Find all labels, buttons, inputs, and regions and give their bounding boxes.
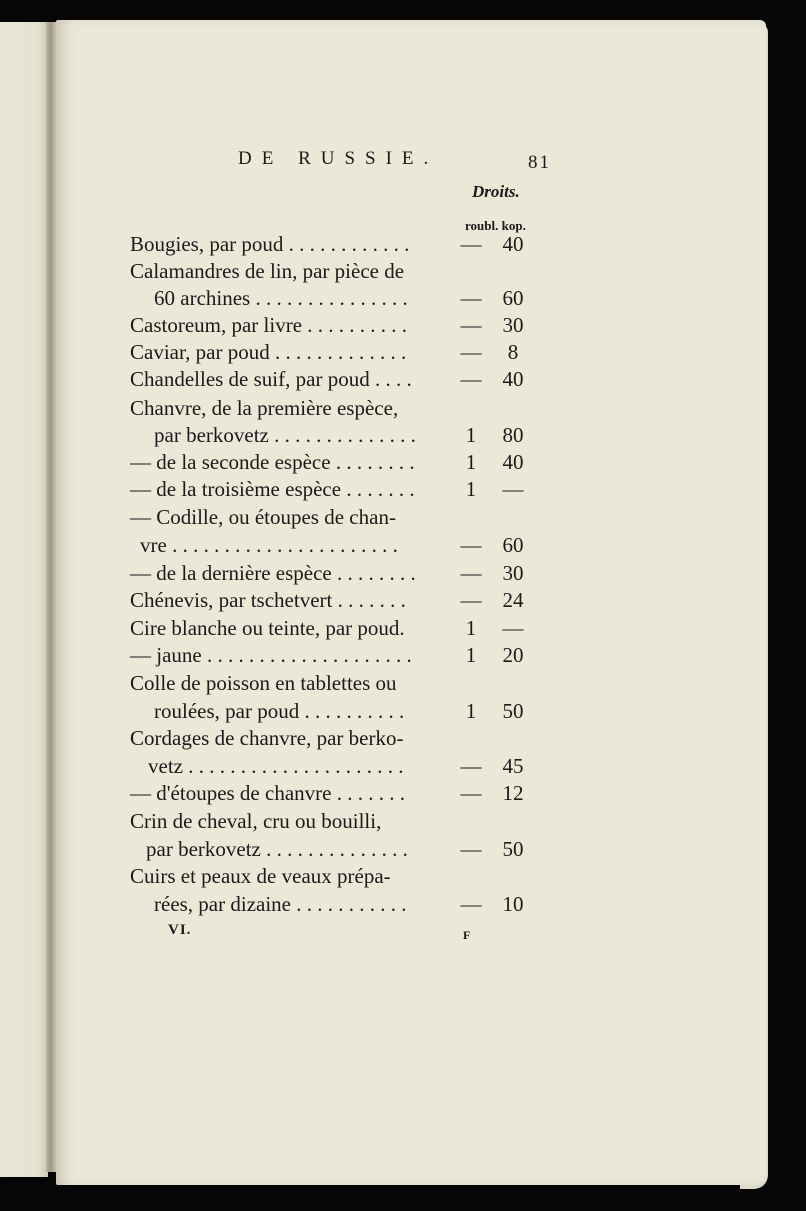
signature-mark: VI. [168,922,192,938]
list-item [130,752,556,780]
list-item [130,503,556,531]
item-description: vetz . . . . . . . . . . . . . . . . . . . . . [148,754,404,778]
kopecks-value: 24 [502,588,524,612]
list-item [130,697,556,725]
list-item [130,531,556,559]
list-item [130,641,556,669]
running-head: DE RUSSIE. [238,148,439,169]
item-description: — jaune . . . . . . . . . . . . . . . . . . . . [130,643,412,667]
item-description: rées, par dizaine . . . . . . . . . . . [154,892,407,916]
kopecks-value: 30 [502,561,524,585]
item-description: Calamandres de lin, par pièce de [130,259,405,283]
item-description: Chanvre, de la première espèce, [130,396,399,420]
roubles-value: — [460,232,482,256]
kopecks-value: 50 [502,699,524,723]
kopecks-value: 8 [507,340,519,364]
list-item [130,586,556,614]
left-page-edge [0,22,48,1177]
roubles-value: 1 [465,423,477,447]
units-column-heading: roubl. kop. [465,218,526,233]
kopecks-value: 40 [502,367,524,391]
kopecks-value: 40 [502,232,524,256]
kopecks-value: — [502,477,524,501]
roubles-value: — [460,340,482,364]
list-item [130,559,556,587]
list-item [130,421,556,449]
kopecks-value: 12 [502,781,524,805]
roubles-value: — [460,286,482,310]
item-description: par berkovetz . . . . . . . . . . . . . . [154,423,416,447]
kopecks-value: 30 [502,313,524,337]
roubles-value: — [460,754,482,778]
roubles-value: 1 [465,616,477,640]
item-description: Cordages de chanvre, par berko- [130,726,404,750]
list-item [130,311,556,339]
kopecks-value: 50 [502,837,524,861]
list-item [130,338,556,366]
page-number: 81 [528,152,551,173]
list-item [130,475,556,503]
roubles-value: — [460,561,482,585]
kopecks-value: 45 [502,754,524,778]
list-item [130,779,556,807]
item-description: — de la seconde espèce . . . . . . . . [130,450,415,474]
item-description: roulées, par poud . . . . . . . . . . [154,699,405,723]
roubles-value: — [460,533,482,557]
roubles-value: — [460,588,482,612]
list-item [130,230,556,258]
item-description: vre . . . . . . . . . . . . . . . . . . . . . . [140,533,398,557]
item-description: Colle de poisson en tablettes ou [130,671,397,695]
roubles-value: — [460,892,482,916]
item-description: 60 archines . . . . . . . . . . . . . . . [154,286,408,310]
item-description: — de la dernière espèce . . . . . . . . [130,561,416,585]
list-item [130,448,556,476]
item-description: Cire blanche ou teinte, par poud. [130,616,405,640]
kopecks-value: — [502,616,524,640]
catchword: F [463,928,471,942]
list-item [130,835,556,863]
roubles-value: 1 [465,450,477,474]
book-gutter [46,22,58,1172]
list-item [130,669,556,697]
item-description: Crin de cheval, cru ou bouilli, [130,809,382,833]
list-item [130,257,556,285]
list-item [130,284,556,312]
roubles-value: — [460,781,482,805]
item-description: — de la troisième espèce . . . . . . . [130,477,415,501]
kopecks-value: 20 [502,643,524,667]
list-item [130,394,556,422]
item-description: Chénevis, par tschetvert . . . . . . . [130,588,406,612]
duties-column-heading: Droits. [472,182,520,201]
kopecks-value: 10 [502,892,524,916]
list-item [130,724,556,752]
kopecks-value: 60 [502,286,524,310]
list-item [130,365,556,393]
list-item [130,807,556,835]
list-item [130,862,556,890]
roubles-value: 1 [465,643,477,667]
roubles-value: 1 [465,699,477,723]
kopecks-value: 60 [502,533,524,557]
item-description: Castoreum, par livre . . . . . . . . . . [130,313,408,337]
kopecks-value: 40 [502,450,524,474]
item-description: — d'étoupes de chanvre . . . . . . . [130,781,405,805]
item-description: — Codille, ou étoupes de chan- [130,505,396,529]
item-description: Cuirs et peaux de veaux prépa- [130,864,391,888]
roubles-value: 1 [465,477,477,501]
list-item [130,614,556,642]
list-item [130,890,556,918]
roubles-value: — [460,367,482,391]
item-description: Chandelles de suif, par poud . . . . [130,367,412,391]
roubles-value: — [460,313,482,337]
kopecks-value: 80 [502,423,524,447]
item-description: Bougies, par poud . . . . . . . . . . . . [130,232,410,256]
roubles-value: — [460,837,482,861]
item-description: par berkovetz . . . . . . . . . . . . . . [146,837,408,861]
item-description: Caviar, par poud . . . . . . . . . . . . . [130,340,407,364]
